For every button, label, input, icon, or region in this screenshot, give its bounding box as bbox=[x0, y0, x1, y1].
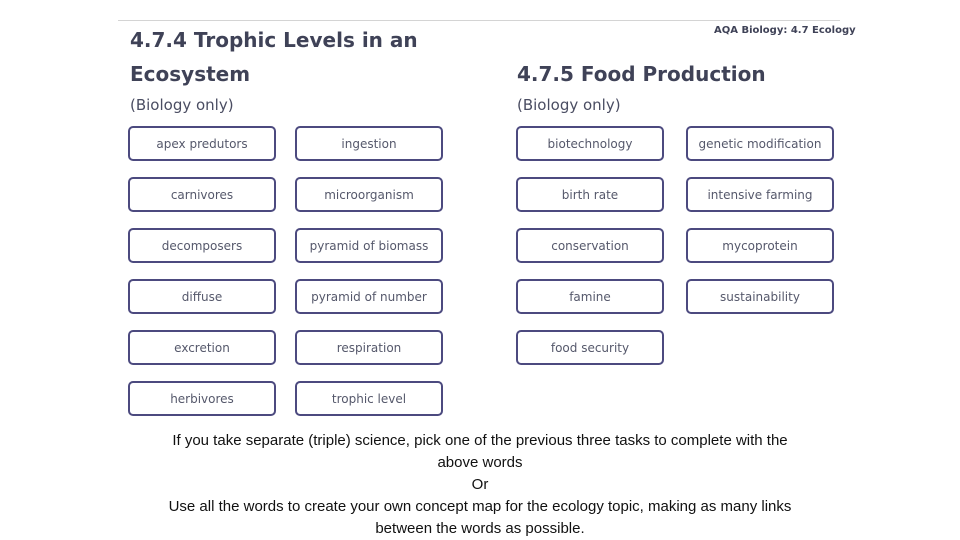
word-card: microorganism bbox=[295, 177, 443, 212]
word-card: conservation bbox=[516, 228, 664, 263]
word-card: decomposers bbox=[128, 228, 276, 263]
section-title-food-production: 4.7.5 Food Production bbox=[517, 62, 766, 86]
word-card: intensive farming bbox=[686, 177, 834, 212]
instructions-line: If you take separate (triple) science, pick one of the previous three tasks to complete with the bbox=[172, 432, 788, 449]
word-card: pyramid of number bbox=[295, 279, 443, 314]
word-card: pyramid of biomass bbox=[295, 228, 443, 263]
section-subtitle-trophic: (Biology only) bbox=[130, 96, 234, 114]
course-label: AQA Biology: 4.7 Ecology bbox=[714, 25, 856, 36]
word-card: food security bbox=[516, 330, 664, 365]
section-title-trophic-line2: Ecosystem bbox=[130, 62, 251, 86]
word-card: genetic modification bbox=[686, 126, 834, 161]
word-card: famine bbox=[516, 279, 664, 314]
word-card: biotechnology bbox=[516, 126, 664, 161]
word-card: trophic level bbox=[295, 381, 443, 416]
word-card: sustainability bbox=[686, 279, 834, 314]
instructions-line: between the words as possible. bbox=[375, 520, 585, 537]
section-title-trophic-line1: 4.7.4 Trophic Levels in an bbox=[130, 28, 418, 52]
section-subtitle-food-production: (Biology only) bbox=[517, 96, 621, 114]
instructions-line: Or bbox=[471, 476, 489, 493]
instructions-line: Use all the words to create your own concept map for the ecology topic, making as many links bbox=[168, 498, 792, 515]
instructions-text bbox=[120, 430, 840, 540]
word-card: excretion bbox=[128, 330, 276, 365]
word-card: apex predutors bbox=[128, 126, 276, 161]
instructions-line: above words bbox=[437, 454, 523, 471]
word-card: carnivores bbox=[128, 177, 276, 212]
word-card: ingestion bbox=[295, 126, 443, 161]
word-card: respiration bbox=[295, 330, 443, 365]
word-card: mycoprotein bbox=[686, 228, 834, 263]
word-card: birth rate bbox=[516, 177, 664, 212]
word-card: diffuse bbox=[128, 279, 276, 314]
word-card: herbivores bbox=[128, 381, 276, 416]
header-divider bbox=[118, 20, 840, 21]
